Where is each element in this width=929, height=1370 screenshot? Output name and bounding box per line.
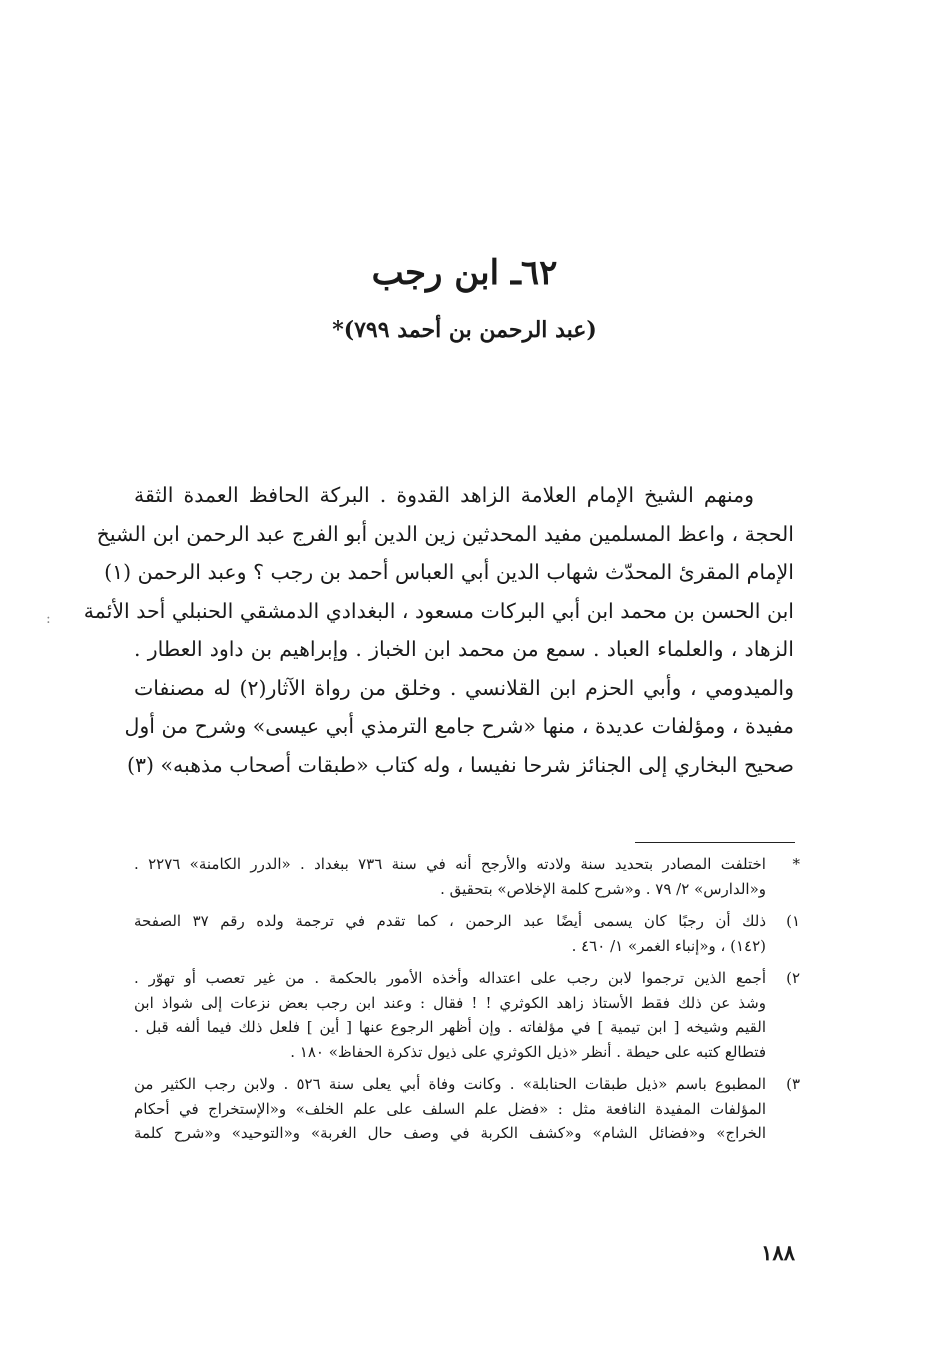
- paragraph-line: ابن الحسن بن محمد ابن أبي البركات مسعود ، البغدادي الدمشقي الحنبلي أحد الأئمة: [83, 598, 794, 623]
- paragraph-line: مفيدة ، ومؤلفات عديدة ، منها «شرح جامع الترمذي أبي عيسى» وشرح من أول: [124, 714, 794, 738]
- footnote-marker: ٣): [786, 1075, 800, 1093]
- page-number: ١٨٨: [761, 1240, 795, 1265]
- paragraph-line: صحيح البخاري إلى الجنائز شرحا نفيسا ، وله كتاب «طبقات أصحاب مذهبه» (٣): [126, 752, 794, 777]
- paragraph-line: والميدومي ، وأبي الحزم ابن القلانسي . وخلق من رواة الآثار(٢) له مصنفات: [134, 675, 794, 700]
- paragraph-line: الزهاد ، والعلماء العباد . سمع من محمد ابن الخباز . وإبراهيم بن داود العطار .: [134, 637, 794, 661]
- footnote-line: فتطالع كتبه على حيطة . أنظر «ذيل الكوثري على ذيول تذكرة الحفاظ» ١٨٠ .: [290, 1042, 766, 1061]
- footnote-marker: ٢): [786, 969, 800, 987]
- margin-mark: :: [46, 611, 51, 627]
- footnote-line: القيم وشيخه [ ابن تيمية ] في مؤلفاته . وإن أظهر الرجوع عنها [ أين ] فلعل ذلك فيما ألفه قبل .: [134, 1018, 766, 1036]
- footnote-line: ذلك أن رجبًا كان يسمى أيضًا عبد الرحمن ، كما تقدم في ترجمة ولده رقم ٣٧ الصفحة: [134, 912, 766, 930]
- footnote: [134, 1072, 800, 1146]
- footnote-line: أجمع الذين ترجموا لابن رجب على اعتداله وأخذه الأمور بالحكمة . من غير تعصب أو تهوّر .: [134, 969, 766, 987]
- main-paragraph: [83, 476, 794, 784]
- footnote-line: اختلفت المصادر بتحديد سنة ولادته والأرجح أنه في سنة ٧٣٦ ببغداد . «الدرر الكامنة» ٢٢٧٦ .: [134, 855, 766, 873]
- footnote-line: الخراج» و«فضائل الشام» و«كشف الكربة في وصف حال الغربة» و«التوحيد» و«شرح كلمة: [134, 1124, 766, 1142]
- footnotes: [134, 852, 800, 1154]
- footnote: [134, 852, 800, 901]
- footnote-marker: *: [792, 855, 800, 873]
- footnote-line: و«الدارس» ٢/ ٧٩ . و«شرح كلمة الإخلاص» بتحقيق .: [440, 879, 766, 898]
- footnote-line: المطبوع باسم «ذيل طبقات الحنابلة» . وكانت وفاة أبي يعلى سنة ٥٢٦ . ولابن رجب الكثير من: [134, 1075, 766, 1093]
- paragraph-line: الحجة ، واعظ المسلمين مفيد المحدثين زين الدين أبو الفرج عبد الرحمن ابن الشيخ: [96, 521, 794, 546]
- footnote-line: المؤلفات المفيدة النافعة مثل : «فضل علم السلف على علم الخلف» و«الإستخراج في أحكام: [134, 1099, 766, 1118]
- paragraph-line: ومنهم الشيخ الإمام العلامة الزاهد القدوة . البركة الحافظ العمدة الثقة: [134, 483, 754, 507]
- footnote: [134, 966, 800, 1064]
- paragraph-line: الإمام المقرئ المحدّث شهاب الدين أبي العباس أحمد بن رجب ؟ وعبد الرحمن (١): [104, 560, 794, 584]
- footnote-line: وشذ عن ذلك فقط الأستاذ زاهد الكوثري ! ! فقال : وعند ابن رجب بعض نزعات إلى شواذ ابن: [134, 993, 766, 1012]
- footnote: [134, 909, 800, 958]
- footnote-divider: [635, 842, 795, 843]
- footnote-line: (١٤٢) ، و«إنباء الغمر» ١/ ٤٦٠ .: [571, 936, 766, 955]
- footnote-marker: ١): [786, 912, 800, 930]
- chapter-title: ٦٢ـ ابن رجب: [371, 253, 558, 293]
- chapter-subtitle: (عبد الرحمن بن أحمد ٧٩٩)*: [332, 317, 597, 343]
